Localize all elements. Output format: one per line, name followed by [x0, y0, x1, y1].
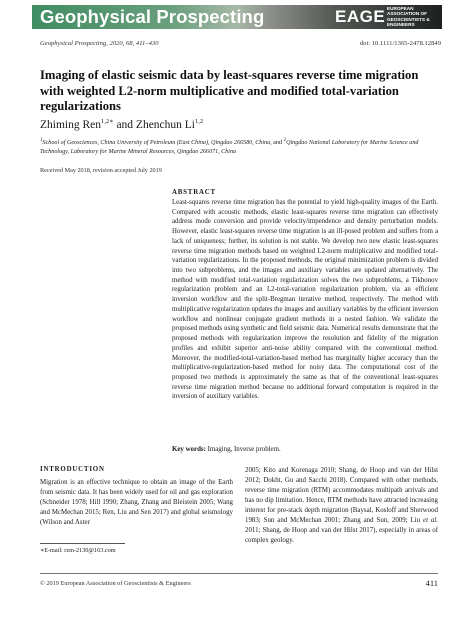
received-date: Received May 2018, revision accepted July 2019	[40, 167, 162, 174]
corresponding-email-footnote[interactable]: ∗E-mail: rzm-2130@163.com	[40, 547, 116, 554]
introduction-text-part: 2005; Kito and Korenaga 2010; Shang, de Hoop and van der Hilst 2012; Dokht, Gu and Sacchi 2018). Compared with other methods, reverse time migration (RTM) accommodates multipath arrivals and has no dip limitation. Hence, RTM methods have attracted increasing interest for pre-stack depth migration (Baysal, Kosloff and Sherwood 1983; Sun and McMechan 2001; Zhang and Sun, 2009; Liu	[245, 467, 438, 525]
author-list	[40, 117, 203, 131]
keywords-label: Key words:	[172, 446, 206, 453]
page-number: 411	[425, 578, 438, 588]
author-conjunction: and	[113, 118, 136, 131]
keywords	[172, 446, 281, 453]
copyright-notice: © 2019 European Association of Geoscientists & Engineers	[40, 580, 191, 587]
abstract-text: Least-squares reverse time migration has the potential to yield high-quality images of the Earth. Compared with acoustic methods, elastic least-squares reverse time migration can effectively address mode conversion and provide velocity/impendence and density perturbation models. However, elastic least-squares reverse time migration is an ill-posed problem and suffers from a lack of uniqueness; further, its solution is not stable. We develop two new elastic least-squares reverse time migration methods based on weighted L2-norm multiplicative and modified total-variation regularizations. In the proposed methods, the original minimization problem is divided into two subproblems, and the images and auxiliary variables are updated alternatively. The method with modified total-variation regularization solves the two subproblems, a Tikhonov regularization problem and an L2-total-variation regularization problem, via an efficient inversion workflow and the split-Bregman iterative method, respectively. The method with multiplicative regularization updates the images and auxiliary variables by the efficient inversion workflow and nonlinear conjugate gradient methods in a nested fashion. We validate the proposed methods using synthetic and field seismic data. Numerical results demonstrate that the proposed methods with regularization improve the resolution and fidelity of the migration profiles and exhibit superior anti-noise ability compared with the conventional method. Moreover, the modified-total-variation-based method has marginally higher accuracy than the multiplicative-regularization-based method for noisy data. The computational cost of the proposed two methods is approximately the same as that of the conventional least-squares reverse time migration method because no additional forward computation is required in the inversion of auxiliary variables.	[172, 199, 438, 401]
introduction-column-2	[245, 466, 438, 546]
footer-divider	[40, 573, 438, 574]
author-affiliation-mark: 1,2∗	[101, 118, 114, 125]
affiliation-mark: 2	[283, 137, 287, 143]
keywords-value: Imaging, Inverse problem.	[205, 446, 281, 453]
paper-title: Imaging of elastic seismic data by least-squares reverse time migration with weighted L2-norm multiplicative and modified total-variation regularizations	[40, 68, 419, 113]
introduction-text-part: 2011; Shang, de Hoop and van der Hilst 2017), especially in areas of complex geology.	[245, 527, 438, 545]
author-name: Zhiming Ren	[40, 118, 102, 131]
publisher-logo-text: EAGE	[335, 7, 386, 26]
introduction-heading: INTRODUCTION	[40, 466, 105, 473]
author-name: Zhenchun Li	[135, 118, 195, 131]
doi[interactable]: doi: 10.1111/1365-2478.12849	[359, 40, 441, 47]
affiliation-1: School of Geosciences, China University of Petroleum (East China), Qingdao 266580, China,	[42, 140, 272, 147]
author-affiliation-mark: 1,2	[195, 118, 204, 125]
introduction-column-1: Migration is an effective technique to obtain an image of the Earth from seismic data. It has been widely used for oil and gas exploration (Schneider 1978; Hill 1990; Zhang, Zhang and Bleistein 2005; Wang and McMechan 2015; Ren, Liu and Sen 2017) and global seismology (Wilson and Aster	[40, 479, 233, 527]
abstract-heading: ABSTRACT	[172, 189, 216, 196]
journal-citation: Geophysical Prospecting, 2020, 68, 411–430	[40, 40, 159, 47]
journal-banner	[32, 5, 442, 29]
journal-name: Geophysical Prospecting	[40, 6, 265, 27]
publisher-name: EUROPEAN ASSOCIATION OF GEOSCIENTISTS & ENGINEERS	[387, 6, 430, 28]
affiliations	[40, 136, 440, 156]
affiliation-2: Qingdao National Laboratory for Marine Science and Technology, Laboratory for Marine Mineral Resources, Qingdao 266071, China	[40, 140, 419, 155]
footnote-divider	[40, 543, 125, 544]
affiliation-mark: 1	[40, 137, 43, 143]
affiliation-conjunction: and	[271, 140, 284, 147]
introduction-et-al: et al.	[423, 517, 439, 525]
